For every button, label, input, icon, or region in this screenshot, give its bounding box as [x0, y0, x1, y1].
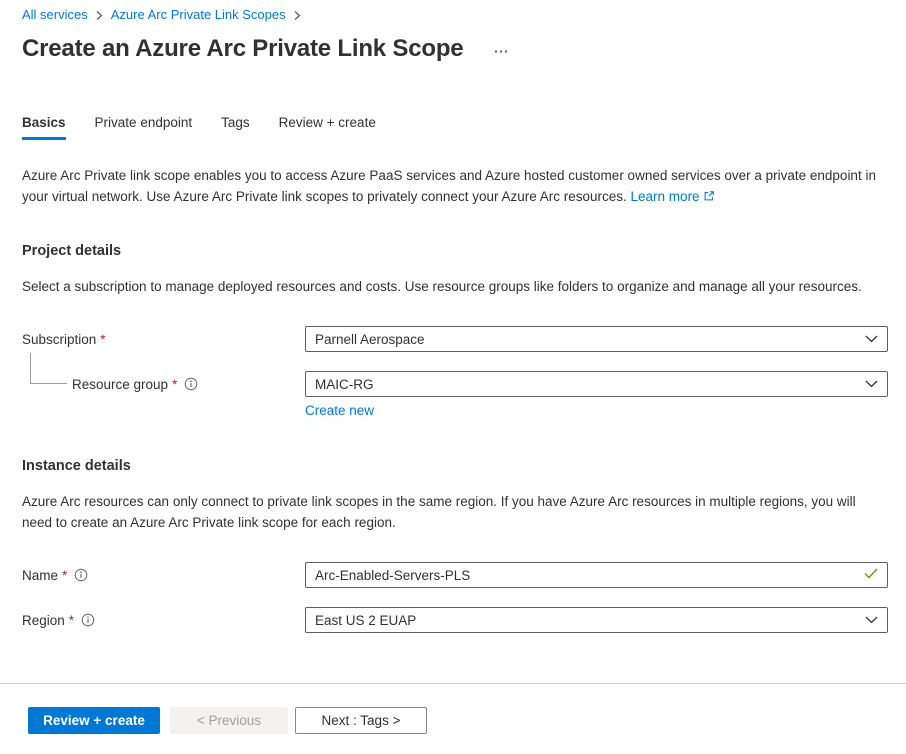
chevron-down-icon: [865, 616, 878, 624]
resource-group-value: MAIC-RG: [315, 376, 374, 392]
required-asterisk: *: [172, 376, 178, 392]
chevron-down-icon: [865, 380, 878, 388]
tab-private-endpoint[interactable]: Private endpoint: [95, 115, 193, 140]
breadcrumb: [22, 6, 888, 23]
title-row: [22, 35, 888, 63]
name-label: [22, 568, 305, 583]
required-asterisk: *: [62, 567, 68, 583]
page-title: Create an Azure Arc Private Link Scope: [22, 35, 464, 62]
name-row: [22, 562, 888, 588]
instance-details-heading: Instance details: [22, 458, 131, 474]
chevron-down-icon: [865, 335, 878, 343]
intro-text: [22, 165, 888, 208]
tab-bar: [22, 115, 888, 140]
tab-review-create[interactable]: Review + create: [279, 115, 376, 140]
resource-group-label-text: Resource group: [72, 376, 169, 392]
info-icon[interactable]: [74, 568, 88, 582]
name-label-text: Name: [22, 567, 59, 583]
instance-details-description: Azure Arc resources can only connect to private link scopes in the same region. If you have Azure Arc resources in multiple regions, you will need to create an Azure Arc Private link scope for each region.: [22, 494, 856, 530]
resource-group-dropdown[interactable]: [305, 371, 888, 397]
chevron-right-icon: [293, 10, 302, 21]
subscription-label: [22, 332, 305, 347]
footer-bar: [0, 683, 906, 734]
chevron-right-icon: [95, 10, 104, 21]
intro-description: Azure Arc Private link scope enables you to access Azure PaaS services and Azure hosted customer owned services over a private endpoint in your virtual network. Use Azure Arc Private link scopes to privately connect your Azure Arc resources.: [22, 168, 876, 204]
breadcrumb-link-arc-private-link-scopes[interactable]: Azure Arc Private Link Scopes: [110, 7, 286, 22]
learn-more-label: Learn more: [630, 189, 700, 204]
region-row: [22, 607, 888, 633]
info-icon[interactable]: [81, 613, 95, 627]
name-value: Arc-Enabled-Servers-PLS: [315, 567, 471, 583]
required-asterisk: *: [68, 612, 75, 628]
create-new-link[interactable]: Create new: [305, 403, 375, 418]
footer-buttons: [28, 707, 906, 734]
project-details-description: Select a subscription to manage deployed resources and costs. Use resource groups like folders to organize and manage all your resources.: [22, 279, 862, 294]
name-input[interactable]: [305, 562, 888, 588]
region-label-text: Region: [22, 612, 65, 628]
resource-group-row: [22, 371, 888, 397]
review-create-button[interactable]: Review + create: [28, 707, 160, 734]
region-label: [22, 613, 305, 628]
info-icon[interactable]: [184, 377, 198, 391]
subscription-dropdown[interactable]: [305, 326, 888, 352]
breadcrumb-link-all-services[interactable]: All services: [22, 7, 88, 22]
create-new-row: [305, 403, 888, 418]
previous-button[interactable]: < Previous: [170, 707, 288, 734]
subscription-value: Parnell Aerospace: [315, 331, 425, 347]
more-options-icon[interactable]: ⋯: [493, 43, 510, 60]
next-tags-button[interactable]: Next : Tags >: [295, 707, 427, 734]
region-value: East US 2 EUAP: [315, 612, 417, 628]
field-connector-line: [30, 353, 67, 384]
region-dropdown[interactable]: [305, 607, 888, 633]
project-details-heading: Project details: [22, 243, 122, 259]
learn-more-link[interactable]: [631, 189, 715, 204]
required-asterisk: *: [100, 331, 106, 347]
tab-tags[interactable]: Tags: [221, 115, 250, 140]
subscription-row: [22, 326, 888, 352]
external-link-icon: [703, 187, 715, 208]
tab-basics[interactable]: Basics: [22, 115, 66, 140]
valid-checkmark-icon: [864, 566, 878, 584]
subscription-label-text: Subscription: [22, 331, 97, 347]
